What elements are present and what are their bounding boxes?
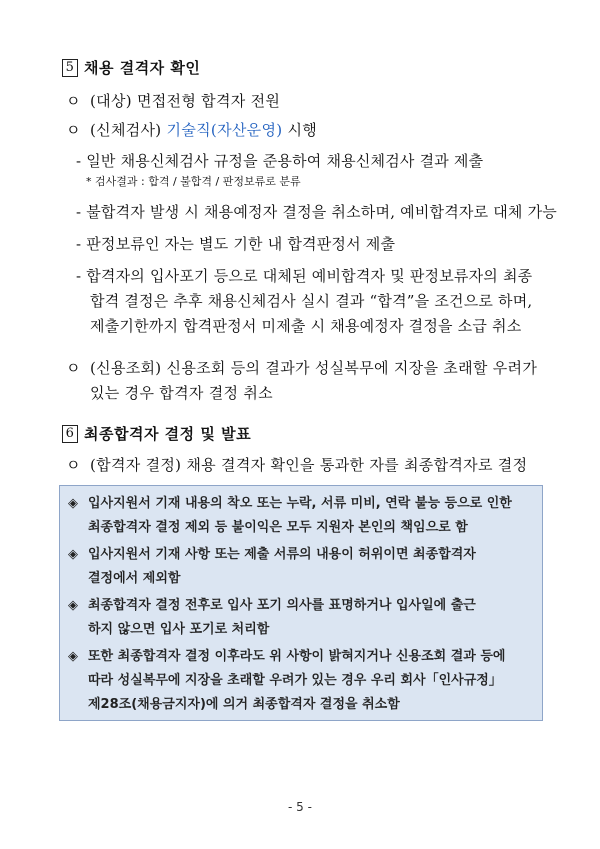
notice-item-3-line2: 하지 않으면 입사 포기로 처리함: [88, 622, 270, 637]
notice-item-2-line1: 입사지원서 기재 사항 또는 제출 서류의 내용이 허위이면 최종합격자: [88, 547, 476, 562]
notice-item: [68, 492, 512, 540]
diamond-bullet-icon: ◈: [68, 496, 78, 511]
circle-bullet-icon: ㅇ: [66, 456, 81, 474]
health-check-accent: 기술직(자산운영): [166, 121, 283, 139]
bullet-target: [66, 90, 280, 111]
notice-item: [68, 543, 476, 591]
circle-bullet-icon: ㅇ: [66, 121, 81, 139]
health-check-prefix: (신체검사): [90, 121, 167, 139]
bullet-credit-check: [66, 357, 537, 378]
notice-item-4-line3: 제28조(채용금지자)에 의거 최종합격자 결정을 취소함: [88, 697, 400, 712]
credit-check-line2: 있는 경우 합격자 결정 취소: [90, 384, 273, 402]
section-6-number: 6: [62, 425, 78, 443]
section-6-heading: [62, 423, 251, 444]
final-decision-text: (합격자 결정) 채용 결격자 확인을 통과한 자를 최종합격자로 결정: [90, 456, 528, 474]
section-5-title: 채용 결격자 확인: [84, 59, 201, 77]
notice-item: [68, 645, 505, 717]
bullet-target-text: (대상) 면접전형 합격자 전원: [90, 92, 281, 110]
health-check-suffix: 시행: [282, 121, 318, 139]
notice-item-1-line2: 최종합격자 결정 제외 등 불이익은 모두 지원자 본인의 책임으로 함: [88, 520, 468, 535]
section-5-number: 5: [62, 59, 78, 77]
credit-check-line1: (신용조회) 신용조회 등의 결과가 성실복무에 지장을 초래할 우려가: [90, 359, 538, 377]
bullet-health-check: [66, 119, 317, 140]
circle-bullet-icon: ㅇ: [66, 92, 81, 110]
notice-item: [68, 594, 476, 642]
notice-item-1-line1: 입사지원서 기재 내용의 착오 또는 누락, 서류 미비, 연락 불능 등으로 인한: [88, 496, 512, 511]
dash-item-reserve-line2: 합격 결정은 추후 채용신체검사 실시 결과 “합격”을 조건으로 하며,: [90, 292, 533, 310]
bullet-final-decision: [66, 454, 527, 475]
notice-item-3-line1: 최종합격자 결정 전후로 입사 포기 의사를 표명하거나 입사일에 출근: [88, 598, 476, 613]
notice-box: [59, 485, 543, 721]
diamond-bullet-icon: ◈: [68, 547, 78, 562]
section-5-heading: [62, 57, 200, 78]
health-result-note: * 검사결과 : 합격 / 불합격 / 판정보류로 분류: [86, 175, 301, 188]
dash-item-reserve-line3: 제출기한까지 합격판정서 미제출 시 채용예정자 결정을 소급 취소: [90, 317, 522, 335]
dash-item-pending: - 판정보류인 자는 별도 기한 내 합격판정서 제출: [76, 235, 396, 253]
diamond-bullet-icon: ◈: [68, 598, 78, 613]
section-6-title: 최종합격자 결정 및 발표: [84, 425, 252, 443]
notice-item-4-line1: 또한 최종합격자 결정 이후라도 위 사항이 밝혀지거나 신용조회 결과 등에: [88, 649, 506, 664]
dash-item-health-rule: - 일반 채용신체검사 규정을 준용하여 채용신체검사 결과 제출: [76, 152, 484, 170]
circle-bullet-icon: ㅇ: [66, 359, 81, 377]
page-number: - 5 -: [288, 800, 312, 814]
diamond-bullet-icon: ◈: [68, 649, 78, 664]
dash-item-reserve-line1: - 합격자의 입사포기 등으로 대체된 예비합격자 및 판정보류자의 최종: [76, 267, 533, 285]
notice-item-2-line2: 결정에서 제외함: [88, 571, 181, 586]
dash-item-fail-replace: - 불합격자 발생 시 채용예정자 결정을 취소하며, 예비합격자로 대체 가능: [76, 203, 557, 221]
notice-item-4-line2: 따라 성실복무에 지장을 초래할 우려가 있는 경우 우리 회사「인사규정」: [88, 673, 502, 688]
